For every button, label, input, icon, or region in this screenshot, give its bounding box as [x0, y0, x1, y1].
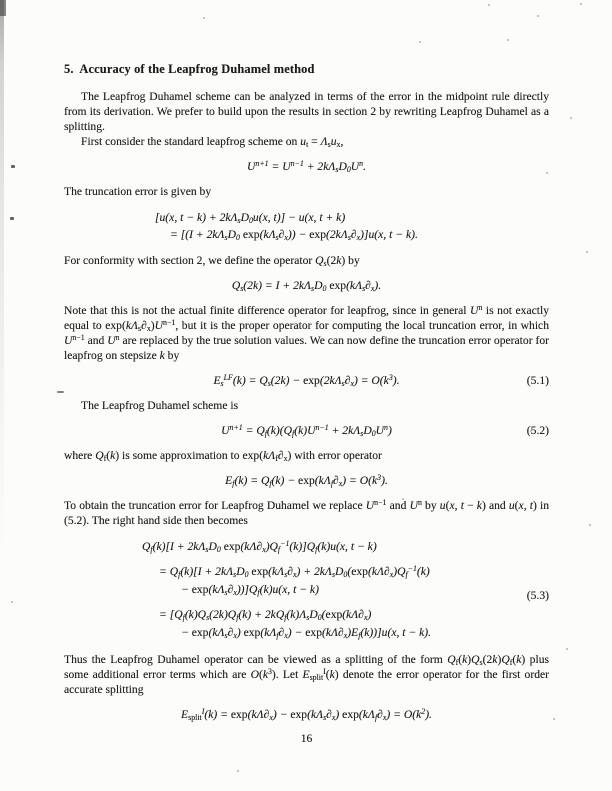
equation-line: [u(x, $t - k) + 2k\Lambda_sD_0u(x$, t)] − u(x, t + k): [155, 211, 346, 225]
equation-body: $U^{n+1} = Q_f(k)(Q_f(k)U^{n-1} + 2k\Lambda_sD_0U^n)$: [221, 423, 392, 438]
equation-5-3: [64, 538, 549, 642]
scan-speck: [237, 770, 239, 772]
paragraph-thus-splitting: Thus the Leapfrog Duhamel operator can be viewed as a splitting of the form $Q_f(k)Q_s(2k)Q_f(k)$ plus some additional error terms which are $O(k^3)$. Let $E_{split}^I(k)$ denote the error operator for the first order accurate splitting: [64, 653, 550, 696]
equation-5-2: [64, 423, 549, 438]
equation-number-5-1: (5.1): [526, 374, 549, 387]
equation-line: $Q_f(k)[I + 2k\Lambda_sD_0$ $\exp(k\Lambda\partial_x)Q_f^{-1}(k)]Q_f(k)u(x$, t − k): [142, 539, 377, 554]
paragraph-conformity: For conformity with section 2, we define the operator $Q_s(2k)$ by: [64, 254, 360, 268]
paragraph-truncation-error-intro: The truncation error is given by: [64, 185, 212, 198]
page-number: 16: [300, 732, 313, 745]
equation-split-error: $E_{split}^I(k) = \exp(k\Lambda\partial_x) - \exp(k\Lambda_s\partial_x) \exp(k\Lambda_f\partial_x) = O(k^2)$.: [181, 707, 432, 722]
equation-number-5-3: (5.3): [526, 589, 549, 602]
equation-line: − $\exp(k\Lambda_s\partial_x))]Q_f(k)u(x$, t − k): [181, 583, 319, 597]
equation-truncation-error: [64, 209, 549, 243]
paragraph-first-consider: First consider the standard leapfrog scheme on $u_t = \Lambda_su_x$,: [81, 135, 344, 149]
paragraph-note-operator: Note that this is not the actual finite difference operator for leapfrog, since in general $U^n$ is not exactly equal to $\exp(k\Lambda_s\partial_x)U^{n-1}$, but it is the proper operator for computing the local truncation error, in which $U^{n-1}$ and $U^n$ are replaced by the true solution values. We can now define the truncation error operator for leapfrog on stepsize k by: [64, 303, 549, 362]
equation-5-1: [64, 373, 549, 388]
paragraph-scheme-is: The Leapfrog Duhamel scheme is: [81, 399, 239, 412]
equation-line: = $Q_f(k)[I + 2k\Lambda_sD_0$ $\exp(k\Lambda_s\partial_x) + 2k\Lambda_sD_0(\exp(k\Lambda\partial_x)Q_f^{-1}(k)$: [159, 564, 430, 579]
paragraph-to-obtain: To obtain the truncation error for Leapfrog Duhamel we replace $U^{n-1}$ and $U^n$ by u(x, t − k) and u(x, t) in (5.2). The right hand side then becomes: [64, 498, 550, 527]
section-heading: 5. Accuracy of the Leapfrog Duhamel method: [64, 62, 315, 76]
paragraph-intro: The Leapfrog Duhamel scheme can be analyzed in terms of the error in the midpoint rule directly from its derivation. We prefer to build upon the results in section 2 by rewriting Leapfrog Duhamel as a splitting.: [64, 90, 549, 133]
equation-body: $E_s^{LF}(k) = Q_s(2k) - \exp(2k\Lambda_s\partial_x) = O(k^3)$.: [213, 373, 400, 388]
equation-line: = [$Q_f(k)Q_s(2k)Q_f(k) + 2kQ_f(k)\Lambda_sD_0(\exp(k\Lambda\partial_x)$: [159, 608, 372, 622]
equation-error-operator-ef: $E_f(k) = Q_f(k) - \exp(k\Lambda_f\partial_x) = O(k^3)$.: [225, 473, 388, 488]
equation-number-5-2: (5.2): [526, 424, 549, 437]
equation-line: = [($I + 2k\Lambda_sD_0$ $\exp(k\Lambda_s\partial_x)) - \exp(2k\Lambda_s\partial_x)]u(x$, t − k).: [170, 228, 418, 242]
paragraph-where-qf: where $Q_f(k)$ is some approximation to $\exp(k\Lambda_f\partial_x)$ with error operator: [64, 449, 382, 463]
equation-line: − $\exp(k\Lambda_s\partial_x) \exp(k\Lambda_f\partial_x) - \exp(k\Lambda\partial_x)E_f(k))]u(x$, t − k).: [181, 626, 432, 640]
equation-leapfrog-scheme: $U^{n+1} = U^{n-1} + 2k\Lambda_sD_0U^n$.: [247, 159, 366, 174]
equation-qs-definition: $Q_s(2k) = I + 2k\Lambda_sD_0$ $\exp(k\Lambda_s\partial_x)$.: [231, 279, 382, 293]
